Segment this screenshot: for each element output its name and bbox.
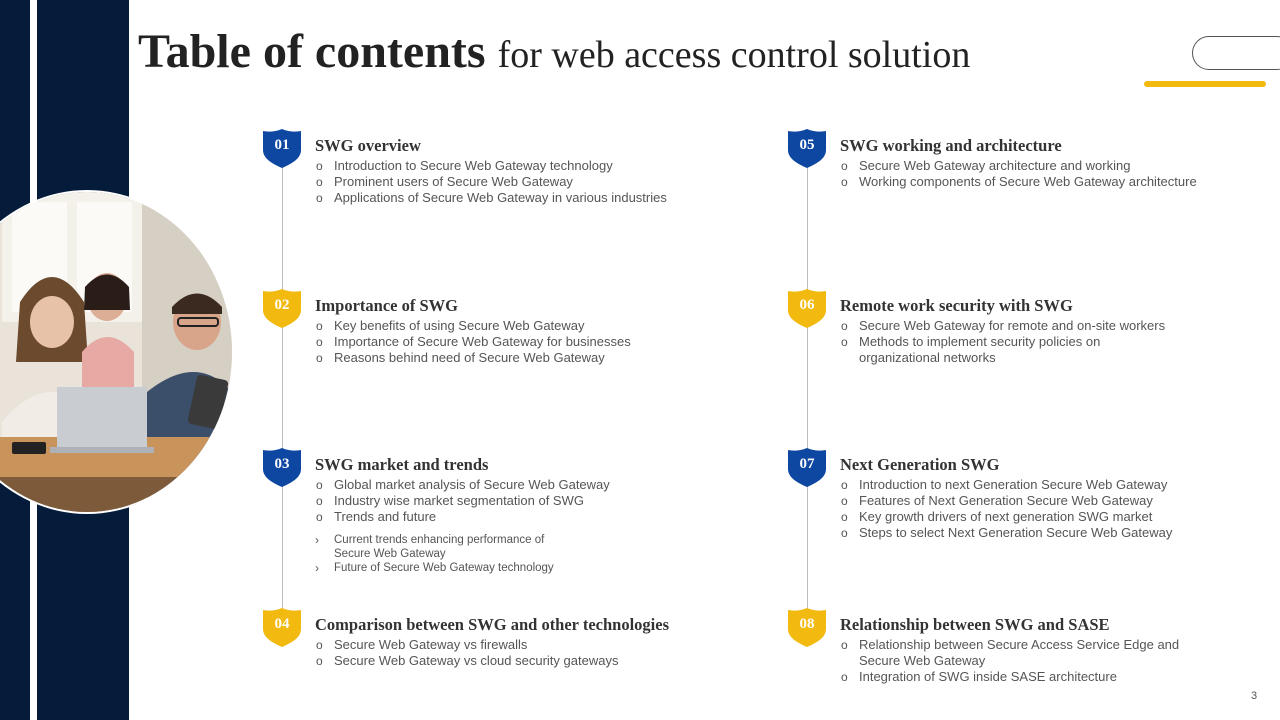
item-number: 01 <box>274 137 290 153</box>
item-title: SWG market and trends <box>315 455 489 474</box>
bullet-item: o Key benefits of using Secure Web Gateway <box>315 318 695 334</box>
timeline-line-left <box>282 150 283 630</box>
bullet-list <box>840 318 1170 366</box>
bullet-item: o Methods to implement security policies on organizational networks <box>840 334 1170 366</box>
bullet-item: o Steps to select Next Generation Secure Web Gateway <box>840 525 1220 541</box>
bullet-item: o Key growth drivers of next generation SWG market <box>840 509 1220 525</box>
item-number: 02 <box>274 297 290 313</box>
bullet-item: o Features of Next Generation Secure Web Gateway <box>840 493 1220 509</box>
bullet-list <box>840 477 1220 541</box>
title-bold: Table of contents <box>138 25 486 78</box>
bullet-item: o Working components of Secure Web Gateway architecture <box>840 174 1220 190</box>
title-light: for web access control solution <box>497 34 971 76</box>
bullet-list <box>840 637 1200 685</box>
item-title: SWG overview <box>315 136 421 155</box>
item-number: 05 <box>799 137 815 153</box>
bullet-item: o Trends and future <box>315 509 695 525</box>
sub-bullet-list <box>315 533 565 575</box>
bullet-list <box>315 477 695 525</box>
bullet-item: o Prominent users of Secure Web Gateway <box>315 174 695 190</box>
accent-bar <box>1144 81 1266 87</box>
item-number: 06 <box>799 297 815 313</box>
sub-bullet-item: › Current trends enhancing performance of Secure Web Gateway <box>315 533 565 561</box>
shield-badge-01 <box>262 128 302 168</box>
decorative-pill <box>1192 36 1280 70</box>
page-number: 3 <box>1251 690 1258 702</box>
bullet-item: o Integration of SWG inside SASE architecture <box>840 669 1200 685</box>
item-title: SWG working and architecture <box>840 136 1062 155</box>
bullet-list <box>315 318 695 366</box>
bullet-item: o Introduction to Secure Web Gateway technology <box>315 158 695 174</box>
sub-bullet-item: › Future of Secure Web Gateway technology <box>315 561 565 575</box>
page-title <box>138 24 970 79</box>
item-number: 07 <box>799 456 815 472</box>
bullet-item: o Importance of Secure Web Gateway for businesses <box>315 334 695 350</box>
item-title: Remote work security with SWG <box>840 296 1073 315</box>
bullet-list <box>315 158 695 206</box>
bullet-item: o Secure Web Gateway vs firewalls <box>315 637 695 653</box>
bullet-item: o Relationship between Secure Access Service Edge and Secure Web Gateway <box>840 637 1200 669</box>
bullet-item: o Reasons behind need of Secure Web Gateway <box>315 350 695 366</box>
bullet-item: o Global market analysis of Secure Web Gateway <box>315 477 695 493</box>
item-title: Next Generation SWG <box>840 455 1000 474</box>
item-number: 03 <box>274 456 290 472</box>
team-photo <box>0 190 234 514</box>
shield-badge-08 <box>787 607 827 647</box>
bullet-list <box>315 637 695 669</box>
shield-badge-07 <box>787 447 827 487</box>
bullet-item: o Secure Web Gateway for remote and on-site workers <box>840 318 1170 334</box>
item-title: Relationship between SWG and SASE <box>840 615 1110 634</box>
shield-badge-06 <box>787 288 827 328</box>
bullet-item: o Applications of Secure Web Gateway in various industries <box>315 190 695 206</box>
item-number: 08 <box>799 616 815 632</box>
shield-badge-02 <box>262 288 302 328</box>
timeline-line-right <box>807 150 808 630</box>
bullet-list <box>840 158 1220 190</box>
shield-badge-04 <box>262 607 302 647</box>
bullet-item: o Secure Web Gateway architecture and working <box>840 158 1220 174</box>
item-number: 04 <box>274 616 290 632</box>
bullet-item: o Introduction to next Generation Secure Web Gateway <box>840 477 1220 493</box>
bullet-item: o Secure Web Gateway vs cloud security gateways <box>315 653 695 669</box>
shield-badge-03 <box>262 447 302 487</box>
item-title: Comparison between SWG and other technologies <box>315 615 669 634</box>
bullet-item: o Industry wise market segmentation of SWG <box>315 493 695 509</box>
item-title: Importance of SWG <box>315 296 458 315</box>
shield-badge-05 <box>787 128 827 168</box>
